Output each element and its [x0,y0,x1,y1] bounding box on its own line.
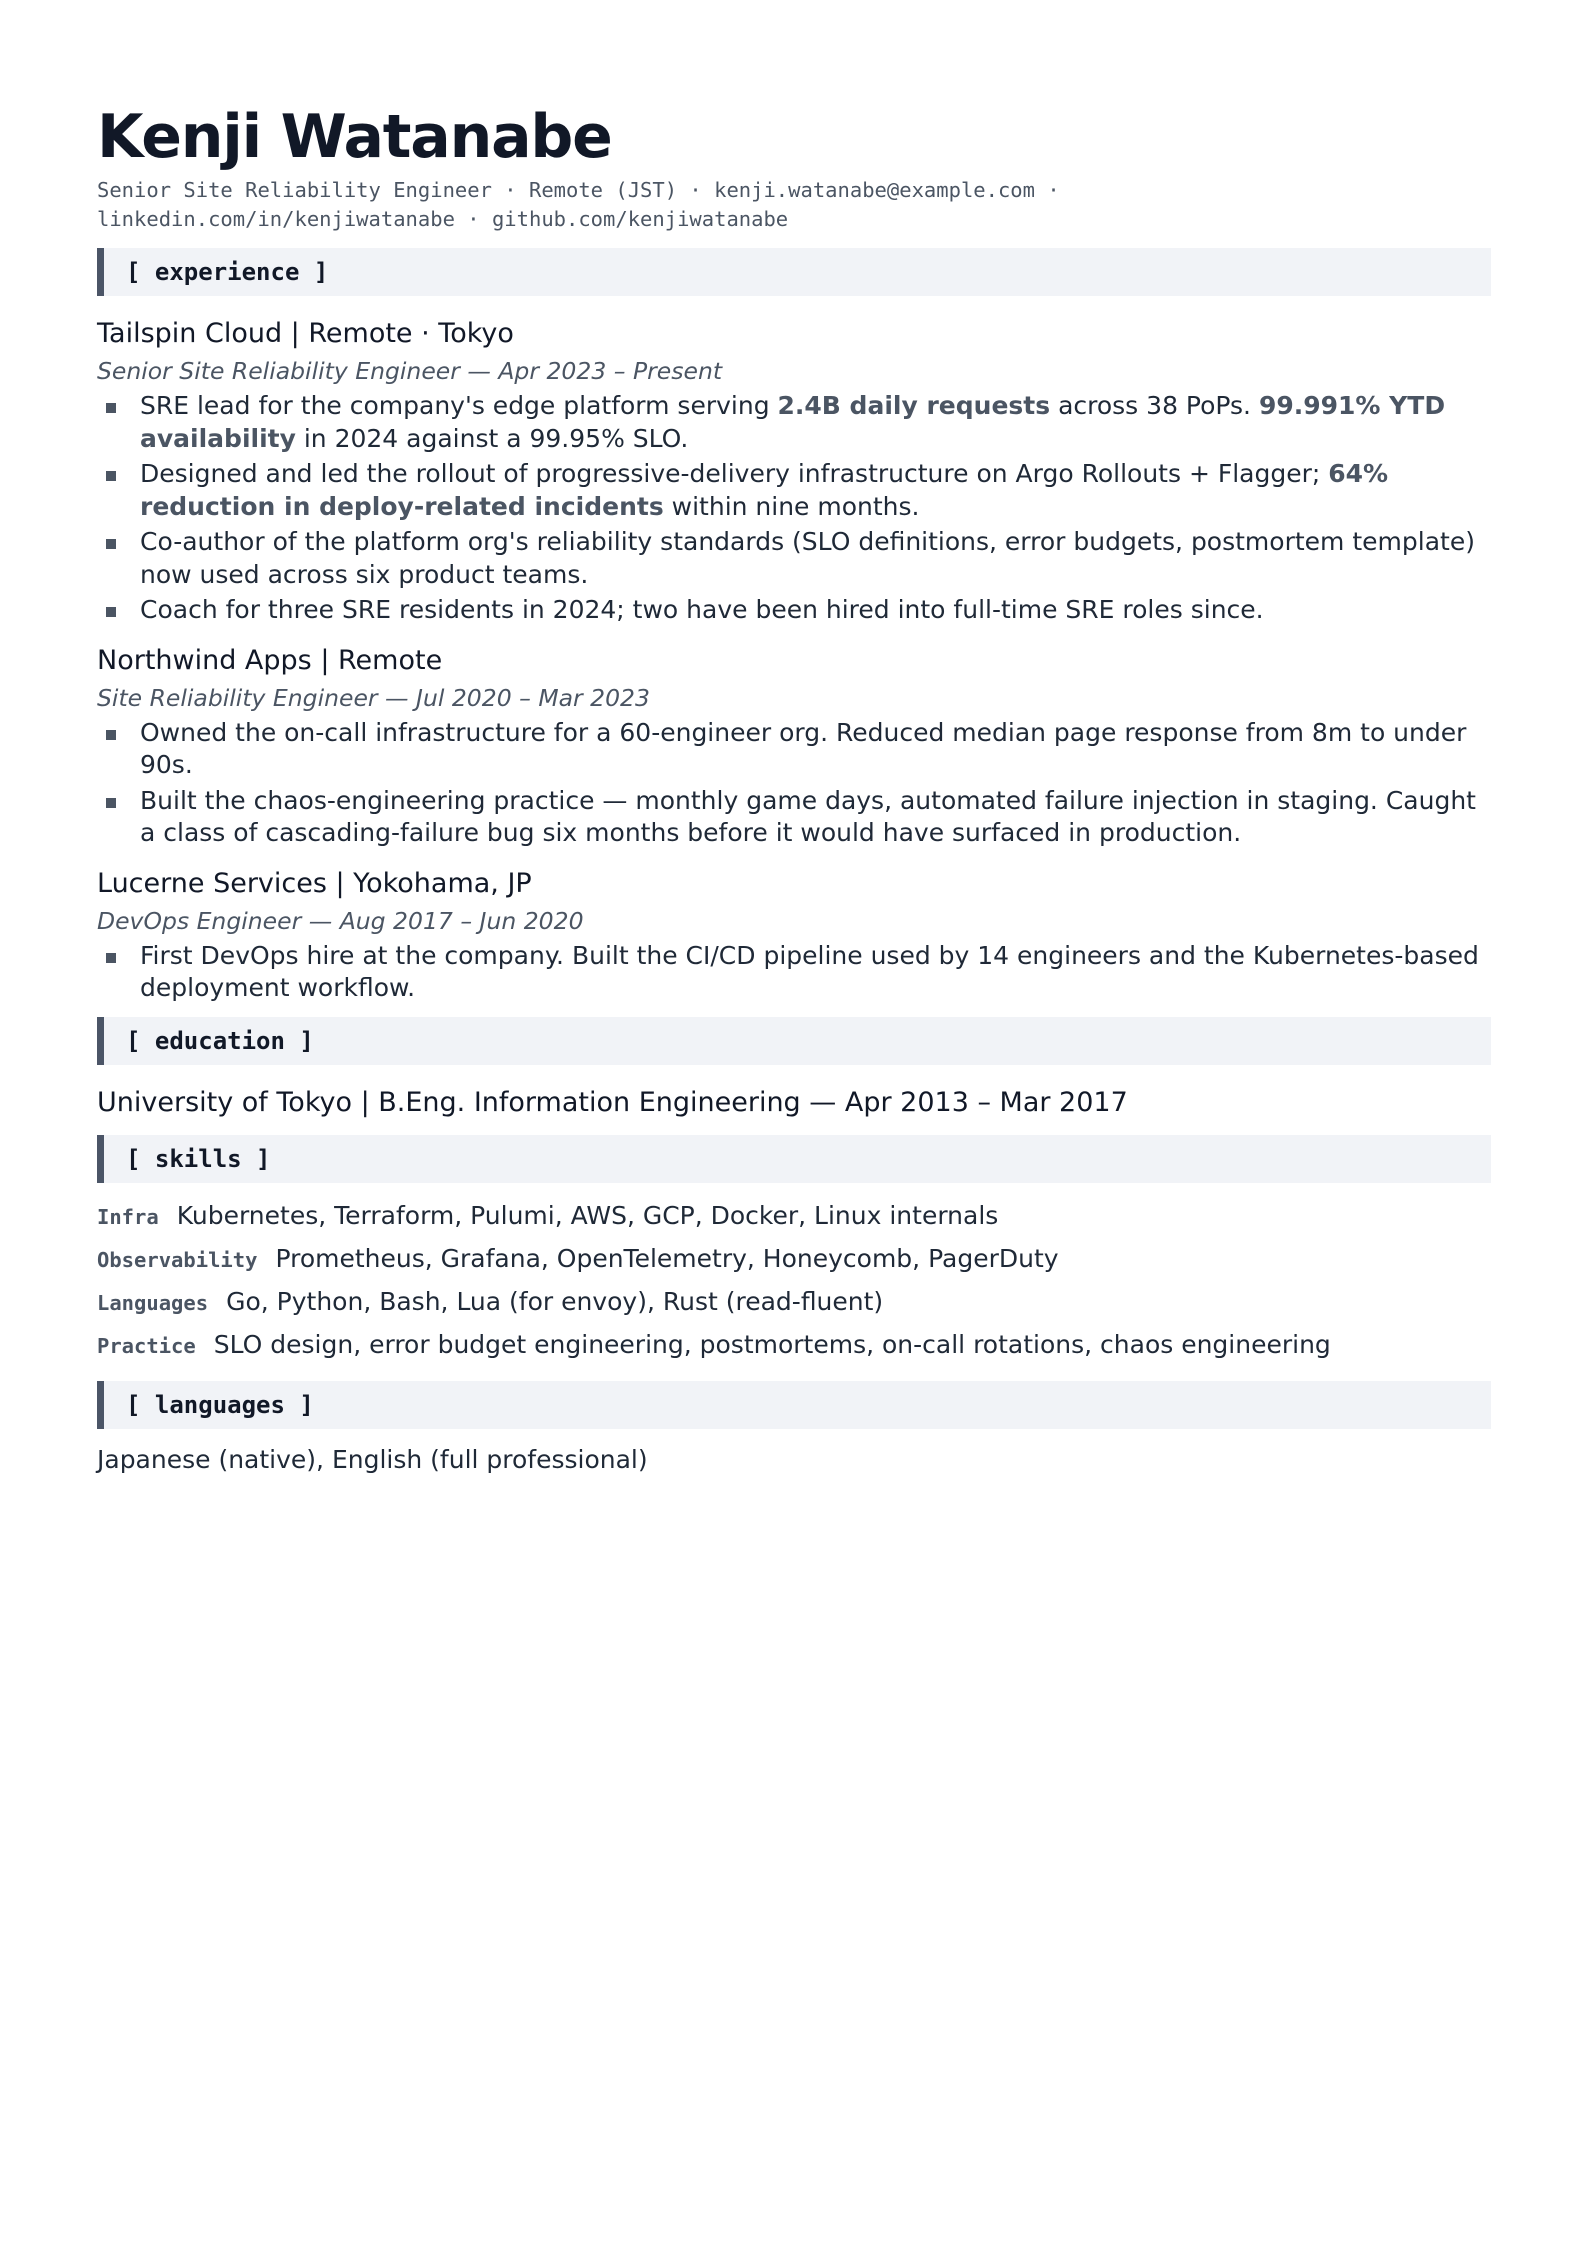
job-entry [97,314,1491,627]
section-header-languages: [ languages ] [97,1381,1491,1429]
bullet-item: First DevOps hire at the company. Built the CI/CD pipeline used by 14 engineers and the Kubernetes-based deployment workflow. [97,940,1491,1005]
job-role: Site Reliability Engineer — Jul 2020 – Mar 2023 [97,683,650,712]
candidate-name: Kenji Watanabe [97,102,612,172]
section-header-experience: [ experience ] [97,248,1491,296]
highlight: 64% reduction in deploy-related incidents [140,459,1389,521]
job-company: Northwind Apps | Remote [97,644,443,676]
skill-value: SLO design, error budget engineering, postmortems, on-call rotations, chaos engineering [213,1329,1331,1359]
contact-line-1: Senior Site Reliability Engineer · Remote (JST) · kenji.watanabe@example.com · [97,178,1060,202]
skill-value: Kubernetes, Terraform, Pulumi, AWS, GCP, Docker, Linux internals [176,1200,999,1230]
skill-label: Practice [97,1333,196,1358]
job-bullets [97,717,1491,850]
job-entry [97,641,1491,850]
bullet-item: Designed and led the rollout of progressive-delivery infrastructure on Argo Rollouts + Flagger; 64% reduction in deploy-related incidents within nine months. [97,458,1491,523]
bullet-item: Built the chaos-engineering practice — monthly game days, automated failure injection in staging. Caught a class of cascading-failure bug six months before it would have surfaced in production. [97,785,1491,850]
bullet-item: Coach for three SRE residents in 2024; two have been hired into full-time SRE roles since. [97,594,1491,627]
highlight: 2.4B daily requests [777,391,1051,420]
bullet-item: Co-author of the platform org's reliability standards (SLO definitions, error budgets, postmortem template) now used across six product teams. [97,526,1491,591]
skill-label: Languages [97,1290,209,1315]
bullet-item: SRE lead for the company's edge platform serving 2.4B daily requests across 38 PoPs. 99.991% YTD availability in 2024 against a 99.95% SLO. [97,390,1491,455]
skill-value: Prometheus, Grafana, OpenTelemetry, Honeycomb, PagerDuty [275,1243,1059,1273]
section-header-education: [ education ] [97,1017,1491,1065]
job-bullets [97,390,1491,627]
job-role: Senior Site Reliability Engineer — Apr 2023 – Present [97,357,723,385]
bullet-item: Owned the on-call infrastructure for a 60-engineer org. Reduced median page response from 8m to under 90s. [97,717,1491,782]
contact-info [97,176,1491,234]
job-role: DevOps Engineer — Aug 2017 – Jun 2020 [97,906,584,935]
section-header-skills: [ skills ] [97,1135,1491,1183]
languages-text: Japanese (native), English (full professional) [97,1444,648,1474]
contact-line-2: linkedin.com/in/kenjiwatanabe · github.com/kenjiwatanabe [97,207,789,231]
job-company: Tailspin Cloud | Remote · Tokyo [97,318,514,349]
job-bullets [97,940,1491,1005]
skill-label: Infra [97,1204,159,1229]
skills-list [97,1195,1491,1367]
job-entry [97,864,1491,1005]
skill-row [97,1195,1491,1238]
skill-value: Go, Python, Bash, Lua (for envoy), Rust (read-fluent) [226,1286,884,1316]
skill-label: Observability [97,1247,258,1272]
skill-row [97,1238,1491,1281]
job-company: Lucerne Services | Yokohama, JP [97,867,532,899]
highlight: 99.991% YTD availability [140,391,1446,453]
skill-row [97,1324,1491,1367]
education-entry: University of Tokyo | B.Eng. Information Engineering — Apr 2013 – Mar 2017 [97,1086,1128,1118]
skill-row [97,1281,1491,1324]
